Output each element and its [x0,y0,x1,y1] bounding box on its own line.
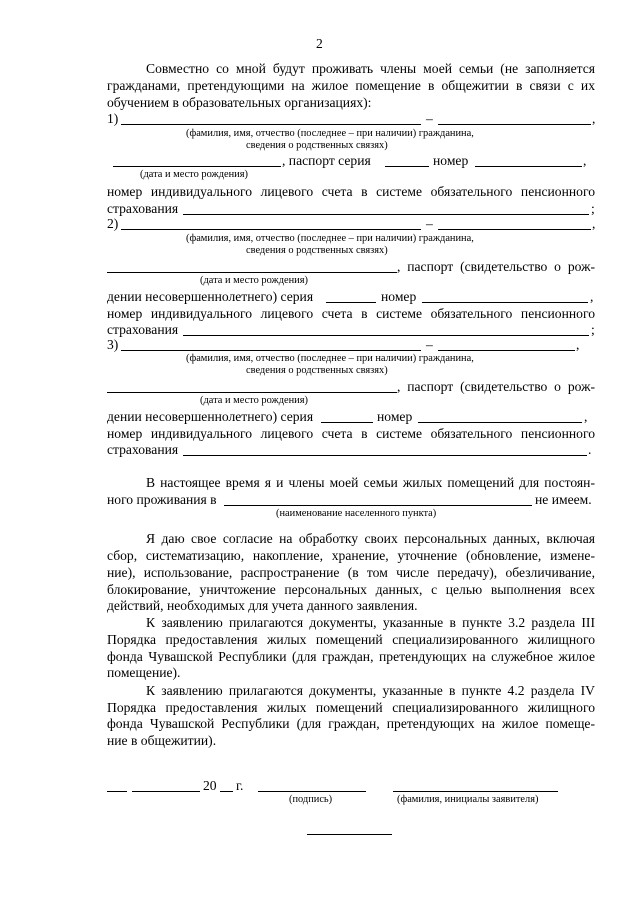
attach2-line-1: К заявлению прилагаются документы, указанные в пункте 4.2 раздела IV [146,683,595,698]
month-field[interactable] [132,791,200,792]
member1-number-label: номер [433,153,469,168]
member3-number-label: номер [377,409,413,424]
member3-snils-prefix: страхования [107,442,179,457]
consent-line-4: блокирование, уничтожение персональных данных, с целью выполнения всех [107,582,595,597]
member2-document-number-field[interactable] [422,302,588,303]
member3-series-field[interactable] [321,422,373,423]
page-number: 2 [316,36,323,51]
settlement-field[interactable] [224,505,532,506]
member2-passport-label: , паспорт (свидетельство о рож- [397,259,595,274]
attach1-line-4: помещение). [107,665,181,680]
member1-snils-line-1: номер индивидуального лицевого счета в системе обязательного пенсионного [107,184,595,199]
attach2-line-3: фонда Чувашской Республики (для граждан, претендующих на жилое помеще- [107,716,595,731]
member1-comma: , [592,111,596,126]
consent-line-3: ние), использование, распространение (в том числе передачу), обезличивание, [107,565,595,580]
member1-snils-end: ; [591,201,595,216]
member3-comma: , [576,337,580,352]
closing-rule [307,834,392,835]
signature-field[interactable] [258,791,366,792]
member1-snils-prefix: страхования [107,201,179,216]
member1-fio-field[interactable] [121,124,421,125]
housing-line-2-prefix: ного проживания в [107,492,217,507]
member3-caption-fio-1: (фамилия, имя, отчество (последнее – при наличии) гражданина, [186,353,474,364]
member2-caption-birth: (дата и место рождения) [200,275,308,286]
member2-comma: , [592,216,596,231]
member1-dash: – [426,111,433,126]
applicant-name-caption: (фамилия, инициалы заявителя) [397,794,539,805]
member2-number-label: номер [381,289,417,304]
consent-line-1: Я даю свое согласие на обработку своих персональных данных, включая [146,531,595,546]
intro-line-1: Совместно со мной будут проживать члены моей семьи (не заполняется [146,61,595,76]
member2-relation-field[interactable] [438,229,591,230]
member2-birth-field[interactable] [107,272,397,273]
attach1-line-2: Порядка предоставления жилых помещений специализированного жилищного [107,632,595,647]
member3-birth-field[interactable] [107,392,397,393]
member2-caption-fio-1: (фамилия, имя, отчество (последнее – при наличии) гражданина, [186,233,474,244]
member3-snils-end: . [588,442,592,457]
member1-caption-fio-2: сведения о родственных связях) [246,140,388,151]
member3-caption-fio-2: сведения о родственных связях) [246,365,388,376]
member1-relation-field[interactable] [438,124,591,125]
day-field[interactable] [107,791,127,792]
member1-passport-number-field[interactable] [475,166,582,167]
member3-number: 3) [107,337,119,352]
attach2-line-2: Порядка предоставления жилых помещений специализированного жилищного [107,700,595,715]
member3-relation-field[interactable] [438,350,575,351]
member2-snils-end: ; [591,322,595,337]
member3-series-end: , [584,409,588,424]
member2-snils-prefix: страхования [107,322,179,337]
member3-fio-field[interactable] [121,350,421,351]
member3-dash: – [426,337,433,352]
attach1-line-3: фонда Чувашской Республики (для граждан, претендующих на служебное жилое [107,649,595,664]
year-label: 20 [203,778,217,793]
consent-line-5: действий, необходимых для учета данного заявления. [107,598,418,613]
member3-snils-line-1: номер индивидуального лицевого счета в системе обязательного пенсионного [107,426,595,441]
settlement-caption: (наименование населенного пункта) [276,508,437,519]
member2-dash: – [426,216,433,231]
member3-series-label: дении несовершеннолетнего) серия [107,409,314,424]
member2-series-end: , [590,289,594,304]
member1-series-field[interactable] [385,166,429,167]
member1-birth-field[interactable] [113,166,281,167]
member1-passport-comma: , [583,153,587,168]
member3-passport-label: , паспорт (свидетельство о рож- [397,379,595,394]
member2-caption-fio-2: сведения о родственных связях) [246,245,388,256]
member3-snils-field[interactable] [183,455,587,456]
attach2-line-4: ние в общежитии). [107,733,217,748]
member3-document-number-field[interactable] [418,422,582,423]
year-field[interactable] [220,791,233,792]
member1-caption-birth: (дата и место рождения) [140,169,248,180]
consent-line-2: сбор, систематизацию, накопление, хранение, уточнение (обновление, измене- [107,548,595,563]
applicant-name-field[interactable] [393,791,558,792]
intro-line-3: обучением в образовательных организациях): [107,95,372,110]
member1-caption-fio-1: (фамилия, имя, отчество (последнее – при наличии) гражданина, [186,128,474,139]
housing-line-2-suffix: не имеем. [535,492,592,507]
member1-number: 1) [107,111,119,126]
member2-series-label: дении несовершеннолетнего) серия [107,289,314,304]
member1-passport-series-label: , паспорт серия [282,153,371,168]
year-suffix: г. [236,778,244,793]
housing-line-1: В настоящее время я и члены моей семьи жилых помещений для постоян- [146,475,595,490]
member2-fio-field[interactable] [121,229,421,230]
intro-line-2: гражданами, претендующими на жилое помещение в общежитии в связи с их [107,78,595,93]
member2-snils-line-1: номер индивидуального лицевого счета в системе обязательного пенсионного [107,306,595,321]
member2-series-field[interactable] [326,302,376,303]
member3-caption-birth: (дата и место рождения) [200,395,308,406]
attach1-line-1: К заявлению прилагаются документы, указанные в пункте 3.2 раздела III [146,615,595,630]
member2-snils-field[interactable] [183,335,589,336]
member1-snils-field[interactable] [183,214,589,215]
signature-caption: (подпись) [289,794,333,805]
member2-number: 2) [107,216,119,231]
